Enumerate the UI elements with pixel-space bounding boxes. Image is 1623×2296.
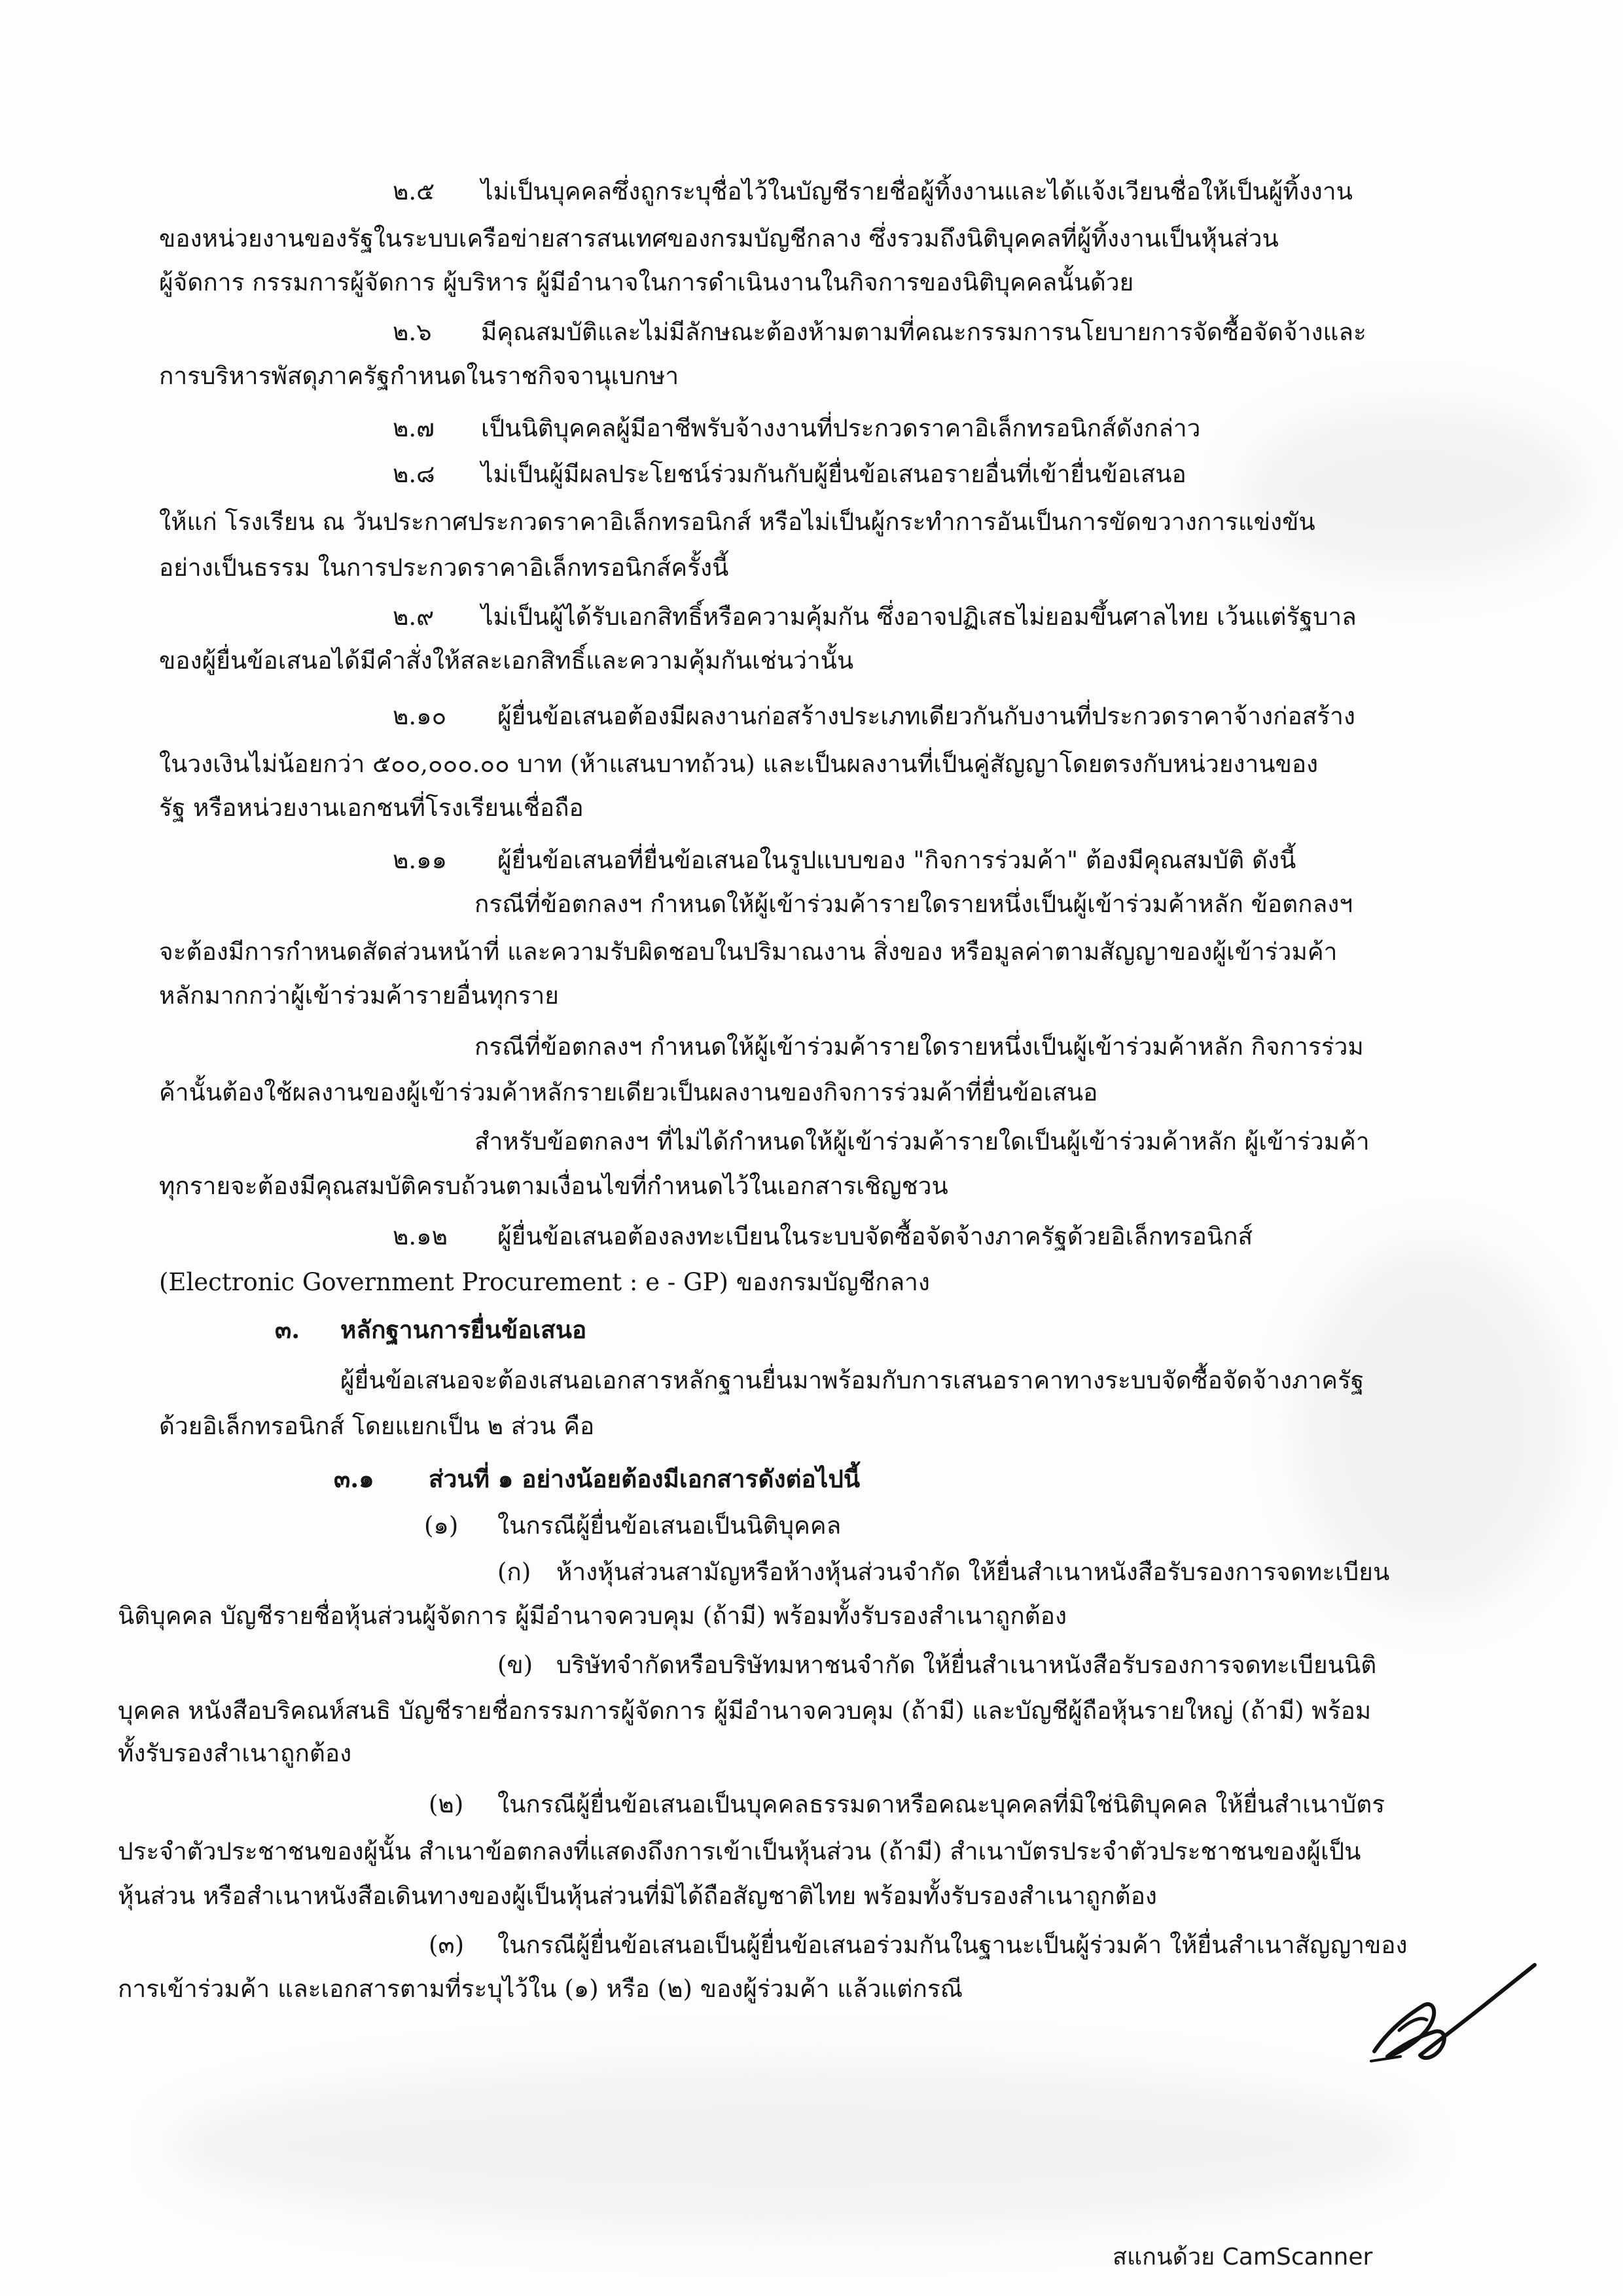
scan-smudge: [170, 2061, 1414, 2231]
body-line: [0, 1549, 1623, 1595]
body-line: [0, 838, 1623, 883]
body-line: [0, 216, 1623, 262]
body-line: [0, 1214, 1623, 1260]
body-line: [0, 1503, 1623, 1549]
body-line: [0, 1593, 1623, 1639]
line-text: รัฐ หรือหน่วยงานเอกชนที่โรงเรียนเชื่อถือ: [159, 794, 584, 822]
body-line: [0, 638, 1623, 684]
line-text: การเข้าร่วมค้า และเอกสารตามที่ระบุไว้ใน (๑) หรือ (๒) ของผู้ร่วมค้า แล้วแต่กรณี: [118, 1975, 963, 2003]
line-text: กรณีที่ข้อตกลงฯ กำหนดให้ผู้เข้าร่วมค้ารายใดรายหนึ่งเป็นผู้เข้าร่วมค้าหลัก ข้อตกลงฯ: [474, 890, 1353, 918]
body-line: [0, 353, 1623, 399]
line-text: จะต้องมีการกำหนดสัดส่วนหน้าที่ และความรับผิดชอบในปริมาณงาน สิ่งของ หรือมูลค่าตามสัญญาของผู้เข้าร่วมค้า: [159, 938, 1338, 966]
body-line: [0, 1260, 1623, 1305]
line-text: ทั้งรับรองสำเนาถูกต้อง: [118, 1739, 352, 1767]
line-text: ผู้จัดการ กรรมการผู้จัดการ ผู้บริหาร ผู้มีอำนาจในการดำเนินงานในกิจการของนิติบุคคลนั้นด้วย: [159, 268, 1134, 296]
line-text: ไม่เป็นผู้มีผลประโยชน์ร่วมกันกับผู้ยื่นข้อเสนอรายอื่นที่เข้ายื่นข้อเสนอ: [481, 460, 1186, 488]
clause-number: ๒.๑๐: [393, 702, 447, 730]
line-text: ในกรณีผู้ยื่นข้อเสนอเป็นนิติบุคคล: [497, 1511, 842, 1540]
line-text: ไม่เป็นบุคคลซึ่งถูกระบุชื่อไว้ในบัญชีรายชื่อผู้ทิ้งงานและได้แจ้งเวียนชื่อให้เป็นผู้ทิ้งงาน: [481, 177, 1353, 205]
line-text: บริษัทจำกัดหรือบริษัทมหาชนจำกัด ให้ยื่นสำเนาหนังสือรับรองการจดทะเบียนนิติ: [556, 1651, 1377, 1679]
clause-number: ๒.๘: [393, 460, 435, 488]
body-line: [0, 260, 1623, 306]
body-line: [0, 1642, 1623, 1688]
body-line: [0, 1829, 1623, 1875]
body-line: [0, 309, 1623, 355]
line-text: ไม่เป็นผู้ได้รับเอกสิทธิ์หรือความคุ้มกัน ซึ่งอาจปฏิเสธไม่ยอมขึ้นศาลไทย เว้นแต่รัฐบาล: [481, 603, 1357, 631]
body-line: [0, 741, 1623, 787]
section-title: หลักฐานการยื่นข้อเสนอ: [340, 1315, 587, 1344]
line-text: ของผู้ยื่นข้อเสนอได้มีคำสั่งให้สละเอกสิทธิ์และความคุ้มกันเช่นว่านั้น: [159, 646, 854, 675]
item-letter: (ก): [497, 1558, 531, 1586]
section-number: ๓.: [275, 1315, 300, 1344]
body-line: [0, 1358, 1623, 1404]
body-line: [0, 594, 1623, 640]
body-line: [0, 1688, 1623, 1734]
clause-number: ๒.๙: [393, 603, 435, 631]
item-number: (๑): [424, 1511, 459, 1540]
body-line: [0, 1163, 1623, 1209]
body-line: [0, 499, 1623, 545]
line-text: หุ้นส่วน หรือสำเนาหนังสือเดินทางของผู้เป็นหุ้นส่วนที่มิได้ถือสัญชาติไทย พร้อมทั้งรับรองสำเนาถูกต้อง: [118, 1882, 1157, 1910]
body-line: [0, 1782, 1623, 1828]
body-line: [0, 694, 1623, 739]
body-line: [0, 973, 1623, 1019]
item-number: (๓): [429, 1931, 465, 1959]
scanner-watermark: สแกนด้วย CamScanner: [1113, 2244, 1373, 2270]
clause-number: ๒.๑๒: [393, 1222, 448, 1250]
body-line: [0, 881, 1623, 927]
line-text: เป็นนิติบุคคลผู้มีอาชีพรับจ้างงานที่ประกวดราคาอิเล็กทรอนิกส์ดังกล่าว: [481, 414, 1201, 442]
body-line: [0, 1024, 1623, 1070]
body-line: [0, 169, 1623, 215]
body-line: [0, 785, 1623, 831]
body-line: [0, 1404, 1623, 1449]
body-line: [0, 1731, 1623, 1776]
line-text: ห้างหุ้นส่วนสามัญหรือห้างหุ้นส่วนจำกัด ให้ยื่นสำเนาหนังสือรับรองการจดทะเบียน: [556, 1558, 1390, 1586]
clause-number: ๒.๑๑: [393, 846, 448, 874]
section-heading: [0, 1307, 1623, 1352]
line-text: ผู้ยื่นข้อเสนอที่ยื่นข้อเสนอในรูปแบบของ "กิจการร่วมค้า" ต้องมีคุณสมบัติ ดังนี้: [497, 846, 1296, 874]
line-text: ผู้ยื่นข้อเสนอต้องมีผลงานก่อสร้างประเภทเดียวกันกับงานที่ประกวดราคาจ้างก่อสร้าง: [497, 702, 1355, 730]
body-line: [0, 1070, 1623, 1116]
item-letter: (ข): [497, 1651, 533, 1679]
body-line: [0, 1873, 1623, 1919]
line-text: ด้วยอิเล็กทรอนิกส์ โดยแยกเป็น ๒ ส่วน คือ: [159, 1412, 595, 1440]
line-text: ให้แก่ โรงเรียน ณ วันประกาศประกวดราคาอิเล็กทรอนิกส์ หรือไม่เป็นผู้กระทำการอันเป็นการขัดขวางการแข่งขัน: [159, 508, 1315, 536]
line-text: ประจำตัวประชาชนของผู้นั้น สำเนาข้อตกลงที่แสดงถึงการเข้าเป็นหุ้นส่วน (ถ้ามี) สำเนาบัตรประจำตัวประชาชนของผู้เป็น: [118, 1837, 1361, 1865]
subsection-heading: [0, 1456, 1623, 1502]
body-line: [0, 406, 1623, 451]
clause-number: ๒.๗: [393, 414, 435, 442]
clause-number: ๒.๖: [393, 318, 432, 346]
line-text: นิติบุคคล บัญชีรายชื่อหุ้นส่วนผู้จัดการ ผู้มีอำนาจควบคุม (ถ้ามี) พร้อมทั้งรับรองสำเนาถูกต้อง: [118, 1602, 1067, 1630]
clause-number: ๒.๕: [393, 177, 435, 205]
subsection-number: ๓.๑: [334, 1464, 374, 1493]
line-text: ของหน่วยงานของรัฐในระบบเครือข่ายสารสนเทศของกรมบัญชีกลาง ซึ่งรวมถึงนิติบุคคลที่ผู้ทิ้งงานเป็นหุ้นส่วน: [159, 224, 1279, 253]
line-text: ในกรณีผู้ยื่นข้อเสนอเป็นผู้ยื่นข้อเสนอร่วมกันในฐานะเป็นผู้ร่วมค้า ให้ยื่นสำเนาสัญญาของ: [497, 1931, 1408, 1959]
line-text: บุคคล หนังสือบริคณห์สนธิ บัญชีรายชื่อกรรมการผู้จัดการ ผู้มีอำนาจควบคุม (ถ้ามี) และบัญชีผู้ถือหุ้นรายใหญ่ (ถ้ามี) พร้อม: [118, 1697, 1372, 1725]
handwritten-signature: [1361, 1953, 1544, 2077]
line-text: มีคุณสมบัติและไม่มีลักษณะต้องห้ามตามที่คณะกรรมการนโยบายการจัดซื้อจัดจ้างและ: [481, 318, 1366, 346]
line-text: หลักมากกว่าผู้เข้าร่วมค้ารายอื่นทุกราย: [159, 981, 559, 1010]
body-line: [0, 545, 1623, 591]
line-text: การบริหารพัสดุภาครัฐกำหนดในราชกิจจานุเบกษา: [159, 362, 679, 390]
line-text: สำหรับข้อตกลงฯ ที่ไม่ได้กำหนดให้ผู้เข้าร่วมค้ารายใดเป็นผู้เข้าร่วมค้าหลัก ผู้เข้าร่วมค้า: [474, 1127, 1370, 1156]
body-line: [0, 929, 1623, 975]
line-text: ผู้ยื่นข้อเสนอจะต้องเสนอเอกสารหลักฐานยื่นมาพร้อมกับการเสนอราคาทางระบบจัดซื้อจัดจ้างภาครัฐ: [340, 1366, 1364, 1394]
line-text: (Electronic Government Procurement : e - GP) ของกรมบัญชีกลาง: [159, 1268, 930, 1296]
body-line: [0, 1119, 1623, 1165]
line-text: ค้านั้นต้องใช้ผลงานของผู้เข้าร่วมค้าหลักรายเดียวเป็นผลงานของกิจการร่วมค้าที่ยื่นข้อเสนอ: [159, 1078, 1098, 1106]
body-line: [0, 451, 1623, 497]
line-text: ทุกรายจะต้องมีคุณสมบัติครบถ้วนตามเงื่อนไขที่กำหนดไว้ในเอกสารเชิญชวน: [159, 1172, 948, 1200]
subsection-title: ส่วนที่ ๑ อย่างน้อยต้องมีเอกสารดังต่อไปนี้: [429, 1464, 861, 1493]
line-text: อย่างเป็นธรรม ในการประกวดราคาอิเล็กทรอนิกส์ครั้งนี้: [159, 554, 729, 582]
item-number: (๒): [429, 1790, 464, 1818]
line-text: ในกรณีผู้ยื่นข้อเสนอเป็นบุคคลธรรมดาหรือคณะบุคคลที่มิใช่นิติบุคคล ให้ยื่นสำเนาบัตร: [497, 1790, 1385, 1818]
line-text: ในวงเงินไม่น้อยกว่า ๕๐๐,๐๐๐.๐๐ บาท (ห้าแสนบาทถ้วน) และเป็นผลงานที่เป็นคู่สัญญาโดยตรงกับหน่วยงานของ: [159, 750, 1319, 778]
line-text: กรณีที่ข้อตกลงฯ กำหนดให้ผู้เข้าร่วมค้ารายใดรายหนึ่งเป็นผู้เข้าร่วมค้าหลัก กิจการร่วม: [474, 1033, 1364, 1061]
line-text: ผู้ยื่นข้อเสนอต้องลงทะเบียนในระบบจัดซื้อจัดจ้างภาครัฐด้วยอิเล็กทรอนิกส์: [497, 1222, 1253, 1250]
